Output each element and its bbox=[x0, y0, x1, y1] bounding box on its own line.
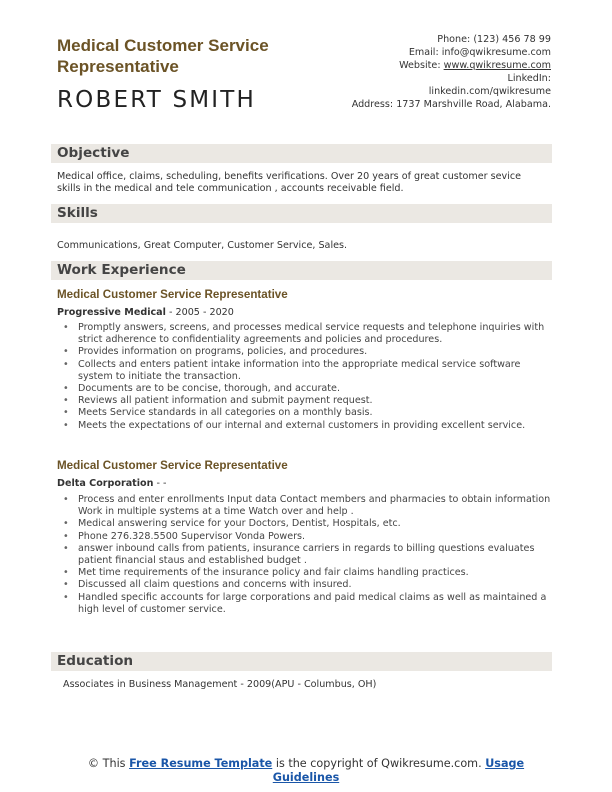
education-section-header bbox=[51, 652, 552, 671]
objective-title: Objective bbox=[57, 145, 130, 161]
objective-section-header bbox=[51, 144, 552, 163]
contact-block bbox=[311, 33, 551, 112]
contact-phone: Phone: (123) 456 78 99 bbox=[437, 34, 551, 45]
phone-value: (123) 456 78 99 bbox=[473, 34, 551, 45]
job-role: Medical Customer Service Representative bbox=[57, 288, 288, 301]
address-value: 1737 Marshville Road, Alabama. bbox=[396, 99, 551, 111]
free-template-link[interactable]: Free Resume Template bbox=[129, 757, 273, 770]
skills-text: Communications, Great Computer, Customer Service, Sales. bbox=[57, 240, 348, 251]
job-dates: - 2005 - 2020 bbox=[165, 307, 234, 318]
list-item: • Handled specific accounts for large corporations and paid medical claims as well as maintained a high level of customer service. bbox=[63, 592, 551, 616]
job-employer bbox=[57, 307, 234, 318]
company-name: Delta Corporation bbox=[57, 478, 154, 489]
list-item: • Meets Service standards in all categories on a monthly basis. bbox=[63, 407, 551, 419]
job-dates: - - bbox=[153, 478, 167, 489]
contact-email: Email: info@qwikresume.com bbox=[408, 47, 551, 59]
list-item: • Promptly answers, screens, and processes medical service requests and telephone inquiries with strict adherence to confidentiality agreements and policies and procedures. bbox=[63, 322, 551, 346]
work-section-header bbox=[51, 261, 552, 280]
objective-text: Medical office, claims, scheduling, benefits verifications. Over 20 years of great customer sevice skills in the medical and tele communication , accounts receivable field. bbox=[57, 171, 522, 195]
list-item: • Phone 276.328.5500 Supervisor Vonda Powers. bbox=[63, 531, 551, 543]
job-employer bbox=[57, 478, 167, 489]
list-item: • Process and enter enrollments Input data Contact members and pharmacies to obtain information Work in multiple systems at a time Watch over and help . bbox=[63, 494, 551, 518]
job-role: Medical Customer Service Representative bbox=[57, 459, 288, 472]
contact-website: Website: www.qwikresume.com bbox=[399, 60, 551, 72]
company-name: Progressive Medical bbox=[57, 307, 166, 318]
list-item: • Discussed all claim questions and concerns with insured. bbox=[63, 579, 551, 591]
contact-linkedin-label: LinkedIn: bbox=[507, 73, 551, 85]
job-bullets bbox=[63, 494, 551, 616]
list-item: • answer inbound calls from patients, insurance carriers in regards to billing questions evaluates patient financial staus and established budget . bbox=[63, 543, 551, 567]
job-bullets bbox=[63, 322, 551, 432]
skills-title: Skills bbox=[57, 205, 98, 221]
contact-address: Address: 1737 Marshville Road, Alabama. bbox=[351, 99, 551, 111]
email-value[interactable]: info@qwikresume.com bbox=[441, 47, 551, 59]
skills-section-header bbox=[51, 204, 552, 223]
contact-linkedin[interactable]: linkedin.com/qwikresume bbox=[428, 86, 551, 98]
list-item: • Documents are to be concise, thorough, and accurate. bbox=[63, 383, 551, 395]
list-item: • Met time requirements of the insurance policy and fair claims handling practices. bbox=[63, 567, 551, 579]
footer bbox=[60, 757, 552, 785]
list-item: • Meets the expectations of our internal and external customers in providing excellent service. bbox=[63, 420, 551, 432]
list-item: • Collects and enters patient intake information into the appropriate medical service software system to initiate the transaction. bbox=[63, 359, 551, 383]
footer-middle: is the copyright of Qwikresume.com. bbox=[272, 757, 486, 770]
job-title: Medical Customer Service Representative bbox=[57, 36, 269, 76]
education-text: Associates in Business Management - 2009(APU - Columbus, OH) bbox=[63, 679, 377, 690]
website-link[interactable]: www.qwikresume.com bbox=[443, 60, 551, 72]
footer-prefix: © This bbox=[87, 757, 130, 770]
list-item: • Reviews all patient information and submit payment request. bbox=[63, 395, 551, 407]
work-title: Work Experience bbox=[57, 262, 186, 278]
education-title: Education bbox=[57, 653, 134, 669]
list-item: • Medical answering service for your Doctors, Dentist, Hospitals, etc. bbox=[63, 518, 551, 530]
list-item: • Provides information on programs, policies, and procedures. bbox=[63, 346, 551, 358]
usage-guidelines-link[interactable]: Usage Guidelines bbox=[272, 757, 525, 784]
candidate-name: ROBERT SMITH bbox=[57, 87, 257, 113]
